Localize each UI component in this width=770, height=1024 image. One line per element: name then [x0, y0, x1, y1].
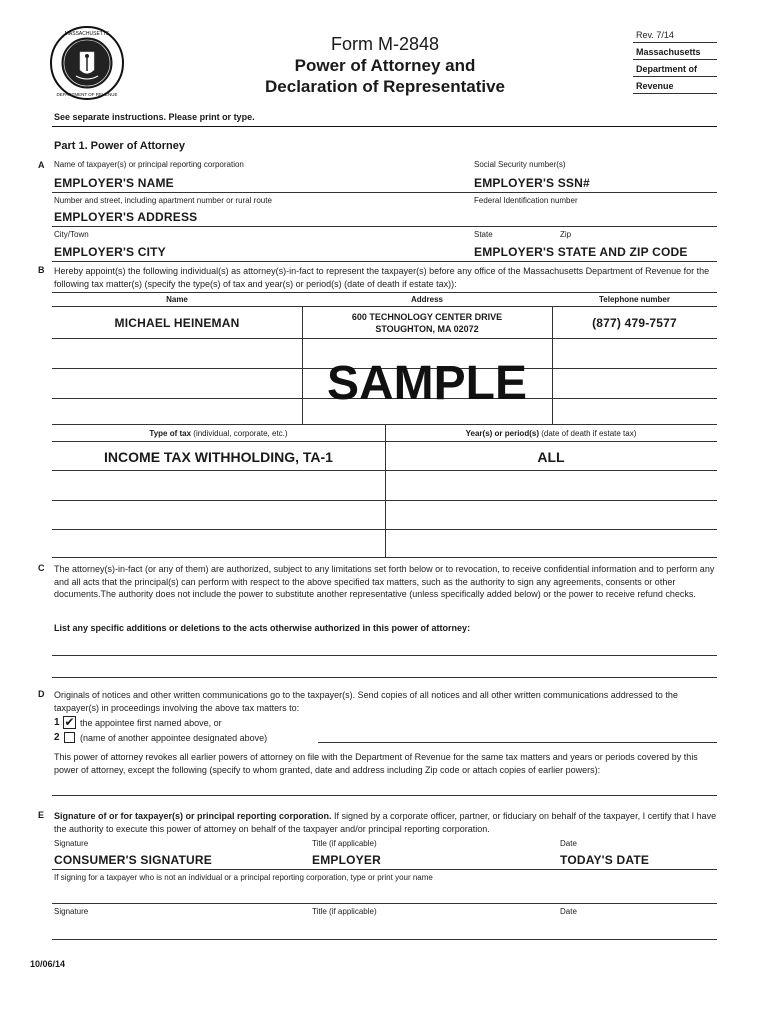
- tax-type-field[interactable]: INCOME TAX WITHHOLDING, TA-1: [104, 449, 333, 465]
- date-field[interactable]: TODAY'S DATE: [560, 853, 650, 867]
- state-label: State: [474, 230, 493, 239]
- seal-logo: [50, 26, 124, 100]
- signer-name-line[interactable]: [52, 903, 717, 904]
- title-label-2: Title (if applicable): [312, 907, 377, 916]
- additions-line-1[interactable]: [52, 655, 717, 656]
- attorney-address-line1[interactable]: 600 TECHNOLOGY CENTER DRIVE: [351, 312, 503, 322]
- agency-line2: Department of: [636, 64, 698, 74]
- state-zip-field[interactable]: EMPLOYER'S STATE AND ZIP CODE: [474, 245, 688, 259]
- ssn-label: Social Security number(s): [474, 160, 566, 169]
- section-d-text: Originals of notices and other written communications go to the taxpayer(s). Send copies of all notices and all other written communications addressed to the taxpayer(s) in proceedings involving the above tax matters to:: [54, 690, 678, 713]
- svg-text:DEPARTMENT OF REVENUE: DEPARTMENT OF REVENUE: [56, 92, 118, 97]
- section-e-text-bold: Signature of or for taxpayer(s) or principal reporting corporation.: [54, 811, 332, 821]
- option2-name-line[interactable]: [318, 742, 717, 743]
- option1-checkbox[interactable]: [63, 716, 76, 729]
- section-c-list-label: List any specific additions or deletions to the acts otherwise authorized in this power of attorney:: [54, 623, 471, 633]
- years-field[interactable]: ALL: [537, 449, 565, 465]
- section-c-text: The attorney(s)-in-fact (or any of them) are authorized, subject to any limitations set forth below or to revocation, to receive confidential information and to perform any and all acts that the principal(s) can perform with respect to the above specified tax matters, such as the authority to sign any agreements, consents or other documents.The authority does not include the power to substitute another representative (unless specifically added below) or the power to receive refund checks.: [54, 564, 715, 599]
- section-b-text: Hereby appoint(s) the following individual(s) as attorney(s)-in-fact to represent the taxpayer(s) before any office of the Massachusetts Department of Revenue for the following tax matter(s) (specify the type(s) of tax and year(s) or period(s) (date of death if estate tax)):: [54, 266, 710, 289]
- second-signature-line[interactable]: [52, 939, 717, 940]
- sample-watermark: SAMPLE: [326, 357, 527, 410]
- attorney-address-line2[interactable]: STOUGHTON, MA 02072: [375, 324, 479, 334]
- col-header-years-bold: Year(s) or period(s): [465, 429, 539, 438]
- signature-label: Signature: [54, 839, 89, 848]
- street-field[interactable]: EMPLOYER'S ADDRESS: [54, 210, 198, 224]
- taxpayer-name-label: Name of taxpayer(s) or principal reporting corporation: [54, 160, 244, 169]
- form-title-line1: Power of Attorney and: [294, 56, 476, 75]
- svg-text:MASSACHUSETTS: MASSACHUSETTS: [64, 31, 110, 37]
- option2-checkbox[interactable]: [64, 732, 75, 743]
- footer-date: 10/06/14: [30, 959, 66, 969]
- section-b-letter: B: [38, 265, 45, 275]
- section-d-letter: D: [38, 689, 45, 699]
- agency-line3: Revenue: [636, 81, 674, 91]
- taxpayer-name-field[interactable]: EMPLOYER'S NAME: [54, 176, 174, 190]
- col-header-name: Name: [166, 295, 188, 304]
- zip-label: Zip: [560, 230, 572, 239]
- date-label: Date: [560, 839, 577, 848]
- col-header-years: [385, 429, 717, 438]
- option1-number: 1: [54, 717, 60, 728]
- form-number: Form M-2848: [330, 34, 440, 54]
- col-header-tax-type: [52, 429, 385, 438]
- revoke-line-1[interactable]: [52, 795, 717, 796]
- additions-line-2[interactable]: [52, 677, 717, 678]
- col-header-address: Address: [410, 295, 443, 304]
- section-a-letter: A: [38, 160, 45, 170]
- option2-text: (name of another appointee designated above): [80, 733, 268, 743]
- title-label: Title (if applicable): [312, 839, 377, 848]
- col-header-phone: Telephone number: [599, 295, 670, 304]
- form-title-line2: Declaration of Representative: [265, 77, 505, 96]
- section-c-letter: C: [38, 563, 45, 573]
- revoke-text: This power of attorney revokes all earlier powers of attorney on file with the Department of Revenue for the same tax matters and years or periods covered by this power of attorney, except the following (specify to whom granted, date and address including Zip code or attach copies of earlier powers):: [54, 752, 698, 775]
- signature-label-2: Signature: [54, 907, 89, 916]
- attorney-phone-field[interactable]: (877) 479-7577: [592, 316, 677, 330]
- ssn-field[interactable]: EMPLOYER'S SSN#: [474, 176, 590, 190]
- section-e-text-rest: If signed by a corporate officer, partner, or fiduciary on behalf of the taxpayer, I certify that I have the authority to execute this power of attorney on behalf of the taxpayer and/or principal reporting corporation.: [54, 811, 717, 834]
- attorney-name-field[interactable]: MICHAEL HEINEMAN: [114, 316, 240, 330]
- date-label-2: Date: [560, 907, 577, 916]
- agency-line1: Massachusetts: [636, 47, 701, 57]
- col-header-tax-type-bold: Type of tax: [149, 429, 192, 438]
- section-e-letter: E: [38, 810, 45, 820]
- section-e-text: [54, 810, 717, 835]
- col-header-years-rest: (date of death if estate tax): [538, 429, 637, 438]
- signature-field[interactable]: CONSUMER'S SIGNATURE: [54, 853, 212, 867]
- rev-date: Rev. 7/14: [636, 30, 674, 40]
- instructions-note: See separate instructions. Please print or type.: [54, 112, 255, 122]
- city-field[interactable]: EMPLOYER'S CITY: [54, 245, 166, 259]
- signing-note: If signing for a taxpayer who is not an individual or a principal reporting corporation, type or print your name: [54, 873, 433, 882]
- title-field[interactable]: EMPLOYER: [312, 853, 381, 867]
- city-label: City/Town: [54, 230, 89, 239]
- fid-label: Federal Identification number: [474, 196, 578, 205]
- col-header-tax-type-rest: (individual, corporate, etc.): [191, 429, 288, 438]
- option2-number: 2: [54, 732, 60, 743]
- option1-text: the appointee first named above, or: [80, 718, 222, 728]
- check-icon: ✔: [64, 715, 75, 729]
- street-label: Number and street, including apartment number or rural route: [54, 196, 272, 205]
- part1-title: Part 1. Power of Attorney: [54, 140, 186, 152]
